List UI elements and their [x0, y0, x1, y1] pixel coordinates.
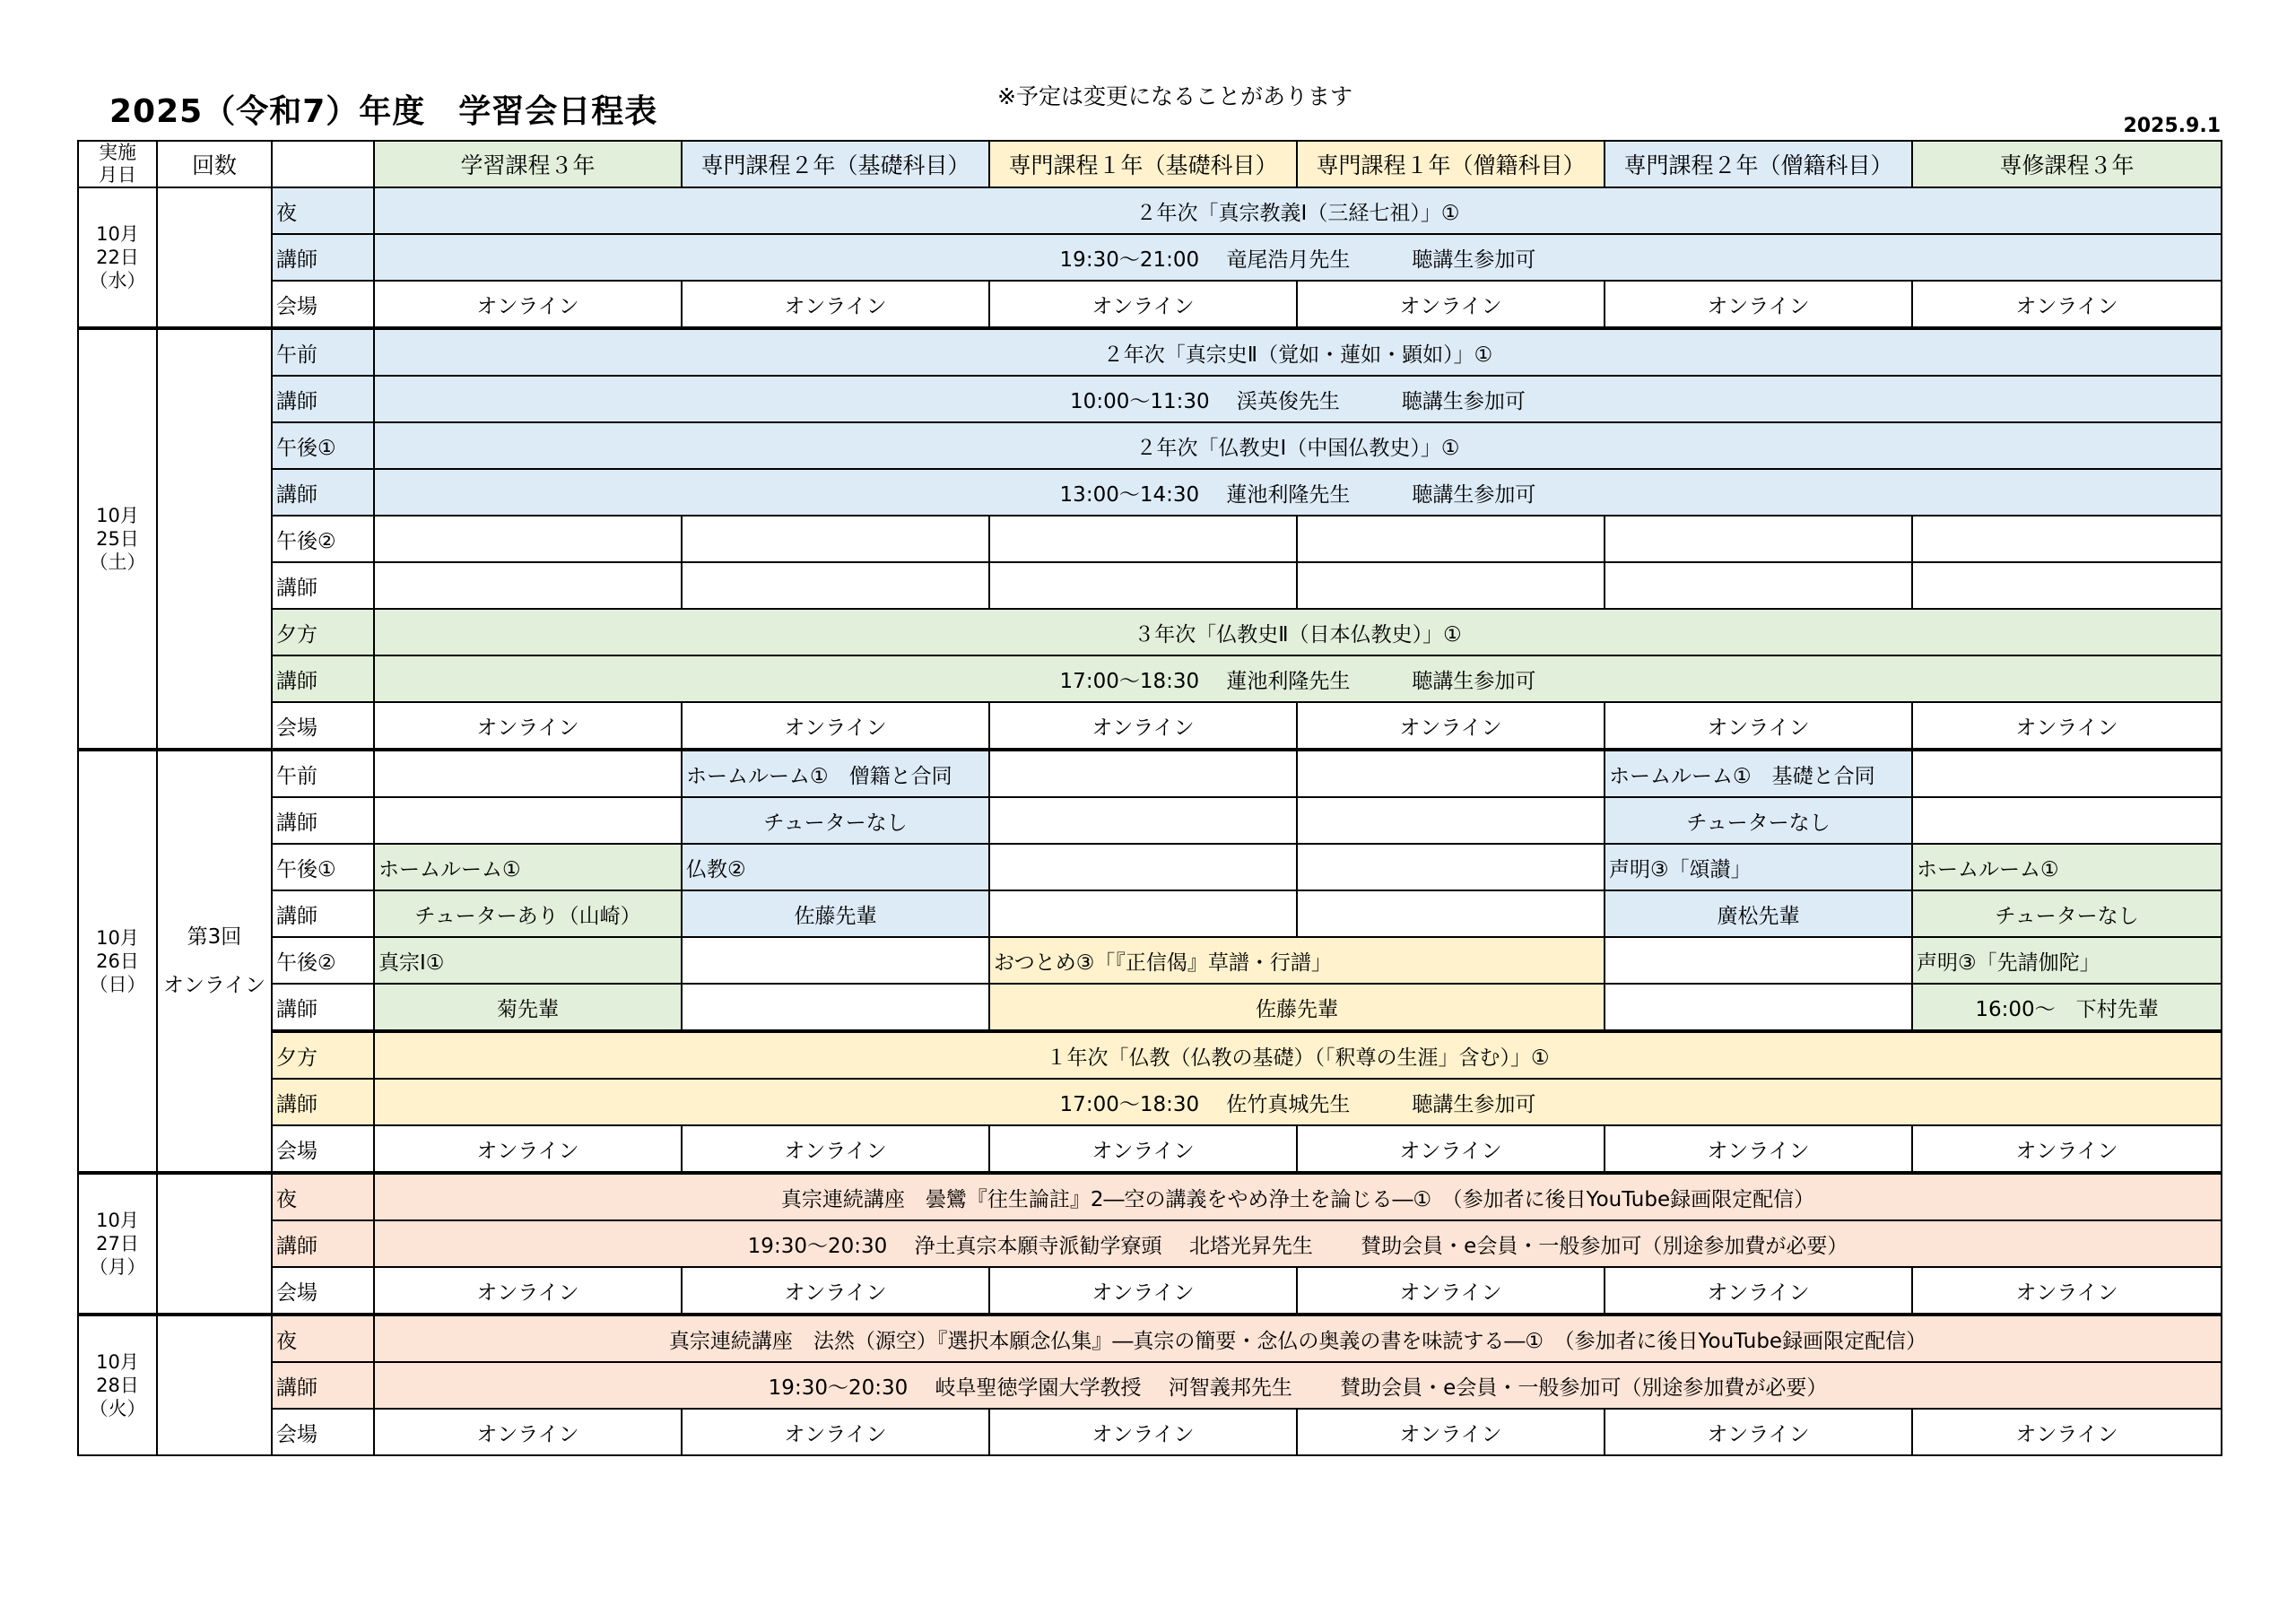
- venue-cell: オンライン: [1912, 1267, 2222, 1315]
- day-3-pm1-course-6: ホームルーム①: [1912, 844, 2222, 890]
- empty-cell: [1297, 750, 1605, 797]
- page-title: 2025（令和7）年度 学習会日程表: [109, 93, 658, 130]
- venue-cell: オンライン: [1605, 281, 1912, 328]
- issue-date: 2025.9.1: [2123, 115, 2221, 137]
- header-row: [78, 141, 2222, 187]
- venue-cell: オンライン: [1912, 702, 2222, 750]
- course-header-6: 専修課程３年: [1912, 141, 2222, 187]
- empty-cell: [1912, 516, 2222, 562]
- empty-cell: [682, 937, 989, 984]
- slot-label: 午後①: [272, 844, 374, 890]
- venue-cell: オンライン: [682, 1125, 989, 1173]
- slot-label: 夜: [272, 1173, 374, 1220]
- venue-cell: オンライン: [682, 281, 989, 328]
- day-3-morning-row: [78, 750, 2222, 797]
- slot-label: 講師: [272, 376, 374, 422]
- slot-column-header: [272, 141, 374, 187]
- empty-cell: [989, 562, 1297, 609]
- slot-label: 講師: [272, 1220, 374, 1267]
- empty-cell: [989, 890, 1297, 937]
- empty-cell: [989, 516, 1297, 562]
- venue-cell: オンライン: [374, 1409, 682, 1455]
- venue-cell: オンライン: [989, 1409, 1297, 1455]
- day-4-date: 10月 27日 （月）: [78, 1173, 157, 1315]
- day-5-date: 10月 28日 （火）: [78, 1315, 157, 1455]
- day-2-round: [157, 328, 272, 750]
- day-2-morning-lecturer-row: [78, 376, 2222, 422]
- day-3-pm2-course-34: おつとめ③「『正信偈』草譜・行譜」: [989, 937, 1605, 984]
- empty-cell: [374, 750, 682, 797]
- course-header-4: 専門課程１年（僧籍科目）: [1297, 141, 1605, 187]
- slot-label: 講師: [272, 234, 374, 281]
- day-5-round: [157, 1315, 272, 1455]
- day-2-afternoon1-row: [78, 422, 2222, 469]
- course-header-1: 学習課程３年: [374, 141, 682, 187]
- slot-label: 午前: [272, 750, 374, 797]
- day-3-afternoon2-row: [78, 937, 2222, 984]
- venue-cell: オンライン: [989, 281, 1297, 328]
- empty-cell: [374, 562, 682, 609]
- empty-cell: [682, 516, 989, 562]
- slot-label: 夕方: [272, 1031, 374, 1079]
- day-3-pm1-course-1: ホームルーム①: [374, 844, 682, 890]
- venue-cell: オンライン: [374, 1267, 682, 1315]
- slot-label: 夜: [272, 1315, 374, 1362]
- day-4-night-row: [78, 1173, 2222, 1220]
- day-1-night-course: ２年次「真宗教義Ⅰ（三経七祖）」①: [374, 187, 2222, 234]
- day-2-date: 10月 25日 （土）: [78, 328, 157, 750]
- empty-cell: [1912, 562, 2222, 609]
- day-2-evening-lecturer: 17:00～18:30 蓮池利隆先生 聴講生参加可: [374, 655, 2222, 702]
- day-1-round: [157, 187, 272, 328]
- slot-label: 夜: [272, 187, 374, 234]
- venue-cell: オンライン: [1297, 1267, 1605, 1315]
- slot-label: 講師: [272, 562, 374, 609]
- venue-cell: オンライン: [1605, 1409, 1912, 1455]
- day-3-afternoon1-row: [78, 844, 2222, 890]
- slot-label: 講師: [272, 890, 374, 937]
- day-2-morning-course: ２年次「真宗史Ⅱ（覚如・蓮如・顕如）」①: [374, 328, 2222, 376]
- day-3-afternoon2-lecturer-row: [78, 984, 2222, 1031]
- day-2-morning-lecturer: 10:00～11:30 渓英俊先生 聴講生参加可: [374, 376, 2222, 422]
- venue-cell: オンライン: [989, 1125, 1297, 1173]
- day-3-evening-row: [78, 1031, 2222, 1079]
- venue-cell: オンライン: [682, 1409, 989, 1455]
- day-3-morning-lecturer-5: チューターなし: [1605, 797, 1912, 844]
- slot-label: 会場: [272, 1125, 374, 1173]
- slot-label: 講師: [272, 1362, 374, 1409]
- empty-cell: [374, 516, 682, 562]
- empty-cell: [682, 984, 989, 1031]
- date-column-header: 実施 月日: [78, 141, 157, 187]
- slot-label: 会場: [272, 702, 374, 750]
- venue-cell: オンライン: [989, 1267, 1297, 1315]
- day-4-round: [157, 1173, 272, 1315]
- venue-cell: オンライン: [1297, 1409, 1605, 1455]
- slot-label: 午後①: [272, 422, 374, 469]
- venue-cell: オンライン: [374, 702, 682, 750]
- day-3-morning-lecturer-row: [78, 797, 2222, 844]
- slot-label: 講師: [272, 797, 374, 844]
- slot-label: 会場: [272, 1267, 374, 1315]
- empty-cell: [989, 750, 1297, 797]
- day-2-afternoon1-lecturer: 13:00～14:30 蓮池利隆先生 聴講生参加可: [374, 469, 2222, 516]
- day-2-venue-row: [78, 702, 2222, 750]
- venue-cell: オンライン: [1605, 702, 1912, 750]
- venue-cell: オンライン: [1605, 1125, 1912, 1173]
- venue-cell: オンライン: [1297, 702, 1605, 750]
- day-3-afternoon1-lecturer-row: [78, 890, 2222, 937]
- slot-label: 午後②: [272, 516, 374, 562]
- change-notice: ※予定は変更になることがあります: [997, 83, 1352, 109]
- day-5-night-course: 真宗連続講座 法然（源空）『選択本願念仏集』―真宗の簡要・念仏の奥義の書を味読する―① （参加者に後日YouTube録画限定配信）: [374, 1315, 2222, 1362]
- venue-cell: オンライン: [1297, 281, 1605, 328]
- day-1-venue-row: [78, 281, 2222, 328]
- empty-cell: [1297, 890, 1605, 937]
- empty-cell: [1605, 937, 1912, 984]
- venue-cell: オンライン: [682, 702, 989, 750]
- day-5-night-lecturer: 19:30～20:30 岐阜聖徳学園大学教授 河智義邦先生 賛助会員・e会員・一般参加可（別途参加費が必要）: [374, 1362, 2222, 1409]
- course-header-3: 専門課程１年（基礎科目）: [989, 141, 1297, 187]
- day-3-pm1-lecturer-2: 佐藤先輩: [682, 890, 989, 937]
- day-3-evening-lecturer-row: [78, 1079, 2222, 1125]
- round-format: オンライン: [162, 974, 266, 997]
- slot-label: 講師: [272, 1079, 374, 1125]
- day-3-pm1-course-2: 仏教②: [682, 844, 989, 890]
- empty-cell: [1297, 562, 1605, 609]
- empty-cell: [989, 797, 1297, 844]
- day-3-date: 10月 26日 （日）: [78, 750, 157, 1173]
- venue-cell: オンライン: [1912, 1125, 2222, 1173]
- day-3-pm1-lecturer-5: 廣松先輩: [1605, 890, 1912, 937]
- day-1-night-lecturer: 19:30～21:00 竜尾浩月先生 聴講生参加可: [374, 234, 2222, 281]
- day-3-morning-course-5: ホームルーム① 基礎と合同: [1605, 750, 1912, 797]
- day-4-night-lecturer: 19:30～20:30 浄土真宗本願寺派勧学寮頭 北塔光昇先生 賛助会員・e会員・一般参加可（別途参加費が必要）: [374, 1220, 2222, 1267]
- venue-cell: オンライン: [374, 1125, 682, 1173]
- day-2-evening-lecturer-row: [78, 655, 2222, 702]
- venue-cell: オンライン: [1297, 1125, 1605, 1173]
- schedule-table: [77, 140, 2222, 1456]
- day-5-night-row: [78, 1315, 2222, 1362]
- slot-label: 会場: [272, 281, 374, 328]
- day-4-lecturer-row: [78, 1220, 2222, 1267]
- slot-label: 講師: [272, 469, 374, 516]
- day-3-evening-lecturer: 17:00～18:30 佐竹真城先生 聴講生参加可: [374, 1079, 2222, 1125]
- slot-label: 午後②: [272, 937, 374, 984]
- course-header-2: 専門課程２年（基礎科目）: [682, 141, 989, 187]
- day-2-evening-row: [78, 609, 2222, 655]
- day-4-venue-row: [78, 1267, 2222, 1315]
- day-3-pm1-lecturer-1: チューターあり（山崎）: [374, 890, 682, 937]
- slot-label: 午前: [272, 328, 374, 376]
- venue-cell: オンライン: [374, 281, 682, 328]
- venue-cell: オンライン: [1912, 281, 2222, 328]
- day-1-lecturer-row: [78, 234, 2222, 281]
- empty-cell: [1605, 562, 1912, 609]
- empty-cell: [1605, 516, 1912, 562]
- empty-cell: [1605, 984, 1912, 1031]
- day-2-afternoon1-lecturer-row: [78, 469, 2222, 516]
- empty-cell: [682, 562, 989, 609]
- day-3-pm2-course-6: 声明③「先請伽陀」: [1912, 937, 2222, 984]
- day-5-lecturer-row: [78, 1362, 2222, 1409]
- venue-cell: オンライン: [989, 702, 1297, 750]
- day-2-afternoon1-course: ２年次「仏教史Ⅰ（中国仏教史）」①: [374, 422, 2222, 469]
- empty-cell: [1297, 797, 1605, 844]
- day-2-morning-row: [78, 328, 2222, 376]
- slot-label: 講師: [272, 984, 374, 1031]
- day-3-morning-lecturer-2: チューターなし: [682, 797, 989, 844]
- slot-label: 会場: [272, 1409, 374, 1455]
- round-column-header: 回数: [157, 141, 272, 187]
- day-1-night-row: [78, 187, 2222, 234]
- day-5-venue-row: [78, 1409, 2222, 1455]
- day-2-evening-course: ３年次「仏教史Ⅱ（日本仏教史）」①: [374, 609, 2222, 655]
- day-3-pm1-lecturer-6: チューターなし: [1912, 890, 2222, 937]
- day-3-morning-course-2: ホームルーム① 僧籍と合同: [682, 750, 989, 797]
- venue-cell: オンライン: [682, 1267, 989, 1315]
- empty-cell: [1297, 516, 1605, 562]
- empty-cell: [374, 797, 682, 844]
- slot-label: 夕方: [272, 609, 374, 655]
- empty-cell: [1297, 844, 1605, 890]
- day-2-afternoon2-row: [78, 516, 2222, 562]
- day-3-venue-row: [78, 1125, 2222, 1173]
- venue-cell: オンライン: [1912, 1409, 2222, 1455]
- slot-label: 講師: [272, 655, 374, 702]
- empty-cell: [1912, 750, 2222, 797]
- day-3-round: [157, 750, 272, 1173]
- round-number: 第3回: [187, 925, 242, 949]
- day-3-evening-course: １年次「仏教（仏教の基礎）（「釈尊の生涯」含む）」①: [374, 1031, 2222, 1079]
- course-header-5: 専門課程２年（僧籍科目）: [1605, 141, 1912, 187]
- venue-cell: オンライン: [1605, 1267, 1912, 1315]
- day-3-pm1-course-5: 声明③「頌讃」: [1605, 844, 1912, 890]
- day-2-afternoon2-lecturer-row: [78, 562, 2222, 609]
- day-3-pm2-lecturer-1: 菊先輩: [374, 984, 682, 1031]
- empty-cell: [1912, 797, 2222, 844]
- day-1-date: 10月 22日 （水）: [78, 187, 157, 328]
- day-3-pm2-lecturer-6: 16:00～ 下村先輩: [1912, 984, 2222, 1031]
- day-3-pm2-course-1: 真宗Ⅰ①: [374, 937, 682, 984]
- empty-cell: [989, 844, 1297, 890]
- day-4-night-course: 真宗連続講座 曇鸞『往生論註』2―空の講義をやめ浄土を論じる―① （参加者に後日YouTube録画限定配信）: [374, 1173, 2222, 1220]
- day-3-pm2-lecturer-34: 佐藤先輩: [989, 984, 1605, 1031]
